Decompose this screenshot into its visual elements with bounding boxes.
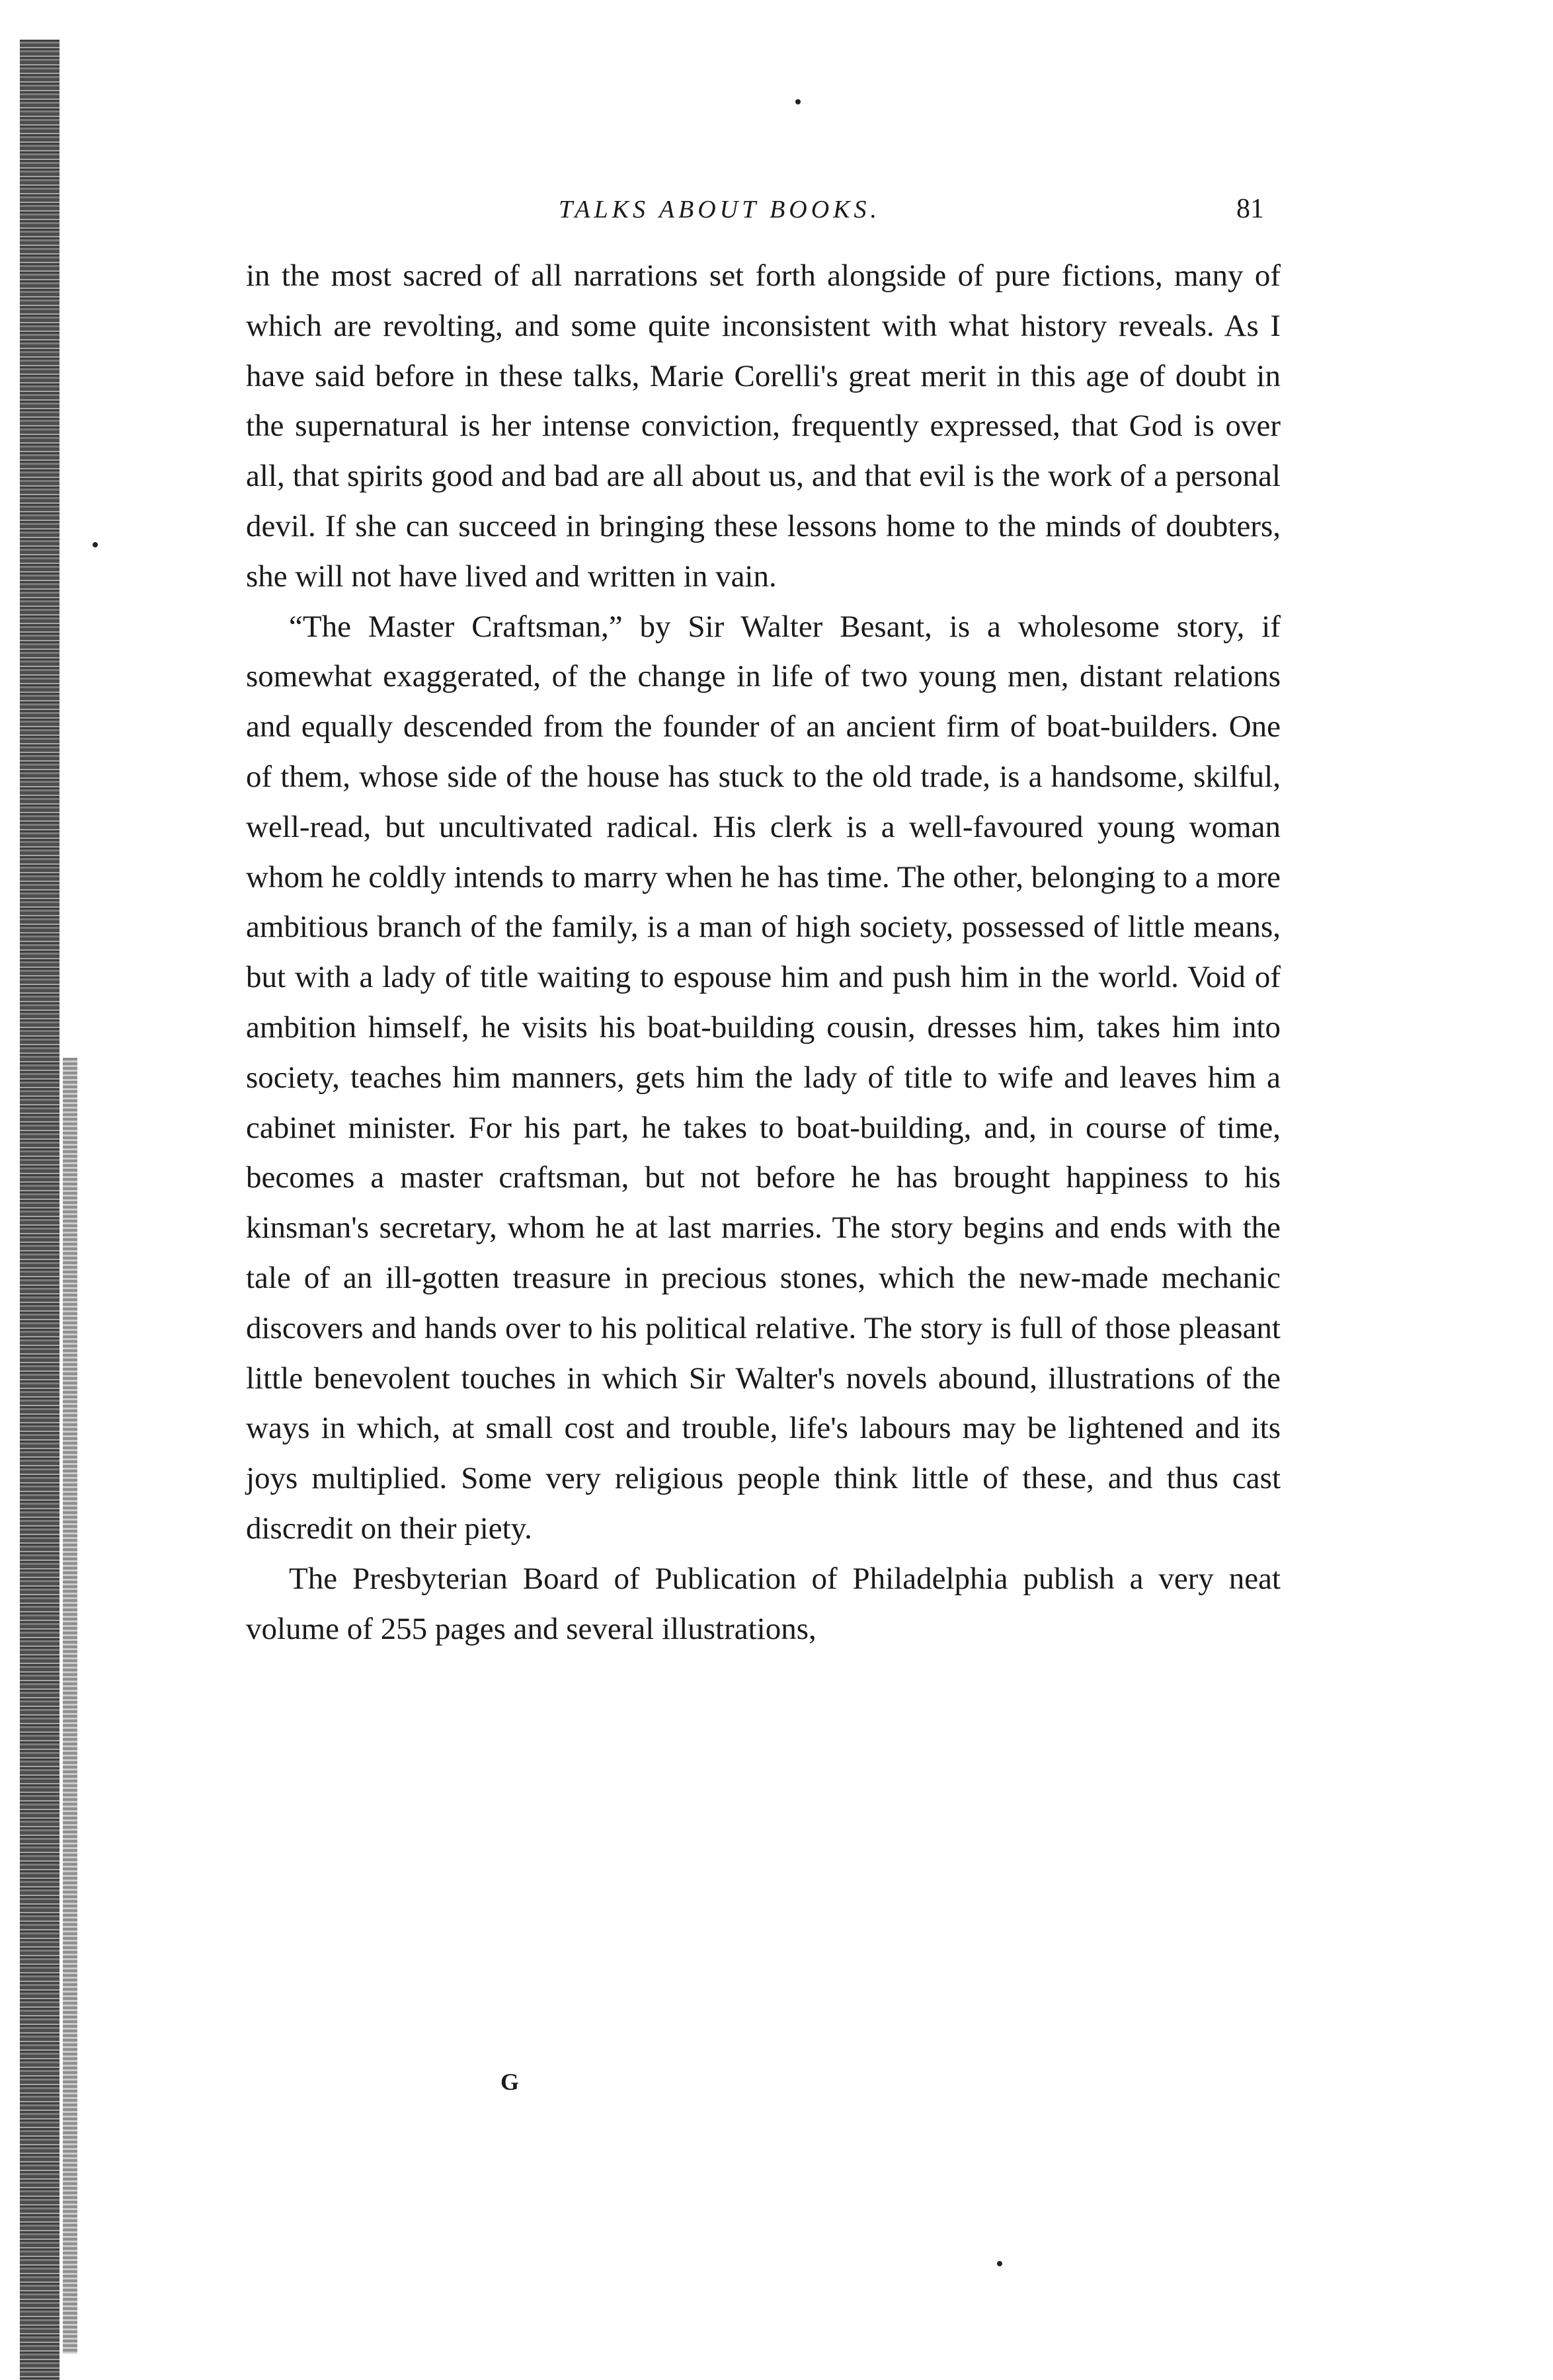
binding-edge [20,40,60,2380]
signature-mark: G [500,2069,520,2095]
running-head: TALKS ABOUT BOOKS. [559,196,881,223]
binding-edge-shadow [63,1058,77,2354]
paragraph: in the most sacred of all narrations set forth alongside of pure fictions, many of which are revolting, and some quite inconsistent with what history reveals. As I have said before in these talks, Marie Corelli's great merit in this age of doubt in the supernatural is her intense conviction, frequently expressed, that God is over all, that spirits good and bad are all about us, and that evil is the work of a personal devil. If she can succeed in bringing these lessons home to the minds of doubters, she will not have lived and written in vain. [246,258,1281,594]
body-text [246,251,1281,1654]
ink-speck [997,2261,1002,2266]
page-number: 81 [1236,194,1264,224]
ink-speck [93,542,98,547]
paragraph: “The Master Craftsman,” by Sir Walter Besant, is a wholesome story, if somewhat exaggerated, of the change in life of two young men, distant relations and equally descended from the founder of an ancient firm of boat-builders. One of them, whose side of the house has stuck to the old trade, is a handsome, skilful, well-read, but uncultivated radical. His clerk is a well-favoured young woman whom he coldly intends to marry when he has time. The other, belonging to a more ambitious branch of the family, is a man of high society, possessed of little means, but with a lady of title waiting to espouse him and push him in the world. Void of ambition himself, he visits his boat-building cousin, dresses him, takes him into society, teaches him manners, gets him the lady of title to wife and leaves him a cabinet minister. For his part, he takes to boat-building, and, in course of time, becomes a master craftsman, but not before he has brought happiness to his kinsman's secretary, whom he at last marries. The story begins and ends with the tale of an ill-gotten treasure in precious stones, which the new-made mechanic discovers and hands over to his political relative. The story is full of those pleasant little benevolent touches in which Sir Walter's novels abound, illustrations of the ways in which, at small cost and trouble, life's labours may be lightened and its joys multiplied. Some very religious people think little of these, and thus cast discredit on their piety. [246,609,1281,1546]
paragraph: The Presbyterian Board of Publication of Philadelphia publish a very neat volume of 255 pages and several illustrations, [246,1561,1281,1646]
ink-speck [795,99,801,104]
